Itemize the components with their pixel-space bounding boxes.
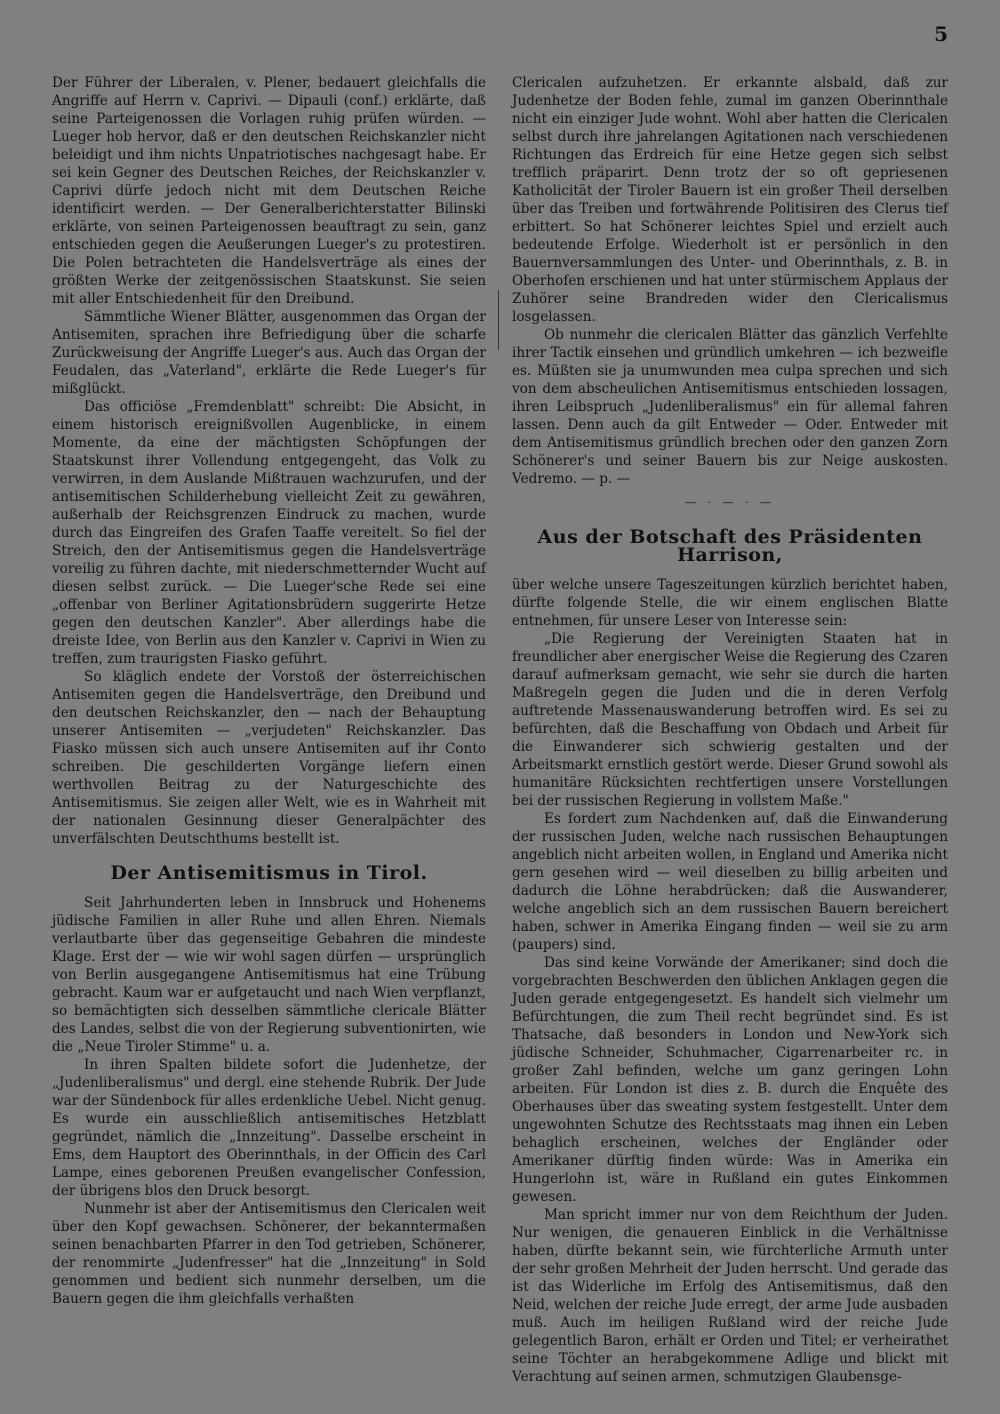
section-divider: — · — · — bbox=[685, 496, 775, 509]
right-column bbox=[512, 74, 948, 1386]
paragraph: So kläglich endete der Vorstoß der österreichischen Antisemiten gegen die Handelsverträge, den Dreibund und den deutschen Reichskanzler, den — nach der Behauptung unserer Antisemiten — „verjudeten" Reichskanzler. Das Fiasko müssen sich auch unsere Antisemiten auf ihr Conto schreiben. Die geschilderten Vorgänge liefern einen werthvollen Beitrag zu der Naturgeschichte des Antisemitismus. Sie zeigen aller Welt, wie es in Wahrheit mit der nationalen Gesinnung dieser Generalpächter des unverfälschten Deutschthums bestellt ist. bbox=[52, 669, 486, 847]
left-column bbox=[52, 74, 486, 1308]
column-rule bbox=[498, 290, 500, 350]
paragraph: Clericalen aufzuhetzen. Er erkannte alsbald, daß zur Judenhetze der Boden fehle, zumal im ganzen Oberinnthale nicht ein einziger Jude wohnt. Wohl aber hatten die Clericalen selbst durch ihre jahrelangen Agitationen nach verschiedenen Richtungen das Erdreich für eine Hetze gegen sich selbst trefflich präparirt. Denn trotz der so oft gepriesenen Katholicität der Tiroler Bauern ist ein großer Theil derselben über das Treiben und fortwährende Politisiren des Clerus tief erbittert. So hat Schönerer leichtes Spiel und erzielt auch bedeutende Erfolge. Wiederholt ist er persönlich in den Bauernversammlungen des Unter- und Oberinnthals, z. B. in Oberhofen erschienen und hat unter stürmischem Applaus der Zuhörer seine Brandreden wider den Clericalismus losgelassen. bbox=[512, 75, 948, 325]
paragraph: In ihren Spalten bildete sofort die Judenhetze, der „Judenliberalismus" und dergl. eine stehende Rubrik. Der Jude war der Sündenbock für alles erdenkliche Uebel. Nicht genug. Es wurde ein ausschließlich antisemitisches Hetzblatt gegründet, nämlich die „Innzeitung". Dasselbe erscheint in Ems, dem Hauptort des Oberinnthals, in der Officin des Carl Lampe, eines geborenen Preußen evangelischer Confession, der übrigens blos den Druck besorgt. bbox=[52, 1057, 486, 1199]
paragraph: Seit Jahrhunderten leben in Innsbruck und Hohenems jüdische Familien in aller Ruhe und allen Ehren. Niemals verlautbarte über das gegenseitige Gebahren die mindeste Klage. Erst der — wie wir wohl sagen dürfen — ursprünglich von Berlin ausgegangene Antisemitismus hat eine Trübung gebracht. Kaum war er aufgetaucht und nach Wien verpflanzt, so bemächtigten sich desselben sämmtliche clericale Blätter des Landes, selbst die von der Regierung subventionirten, wie die „Neue Tiroler Stimme" u. a. bbox=[52, 895, 486, 1055]
paragraph: Sämmtliche Wiener Blätter, ausgenommen das Organ der Antisemiten, sprachen ihre Befriedigung über die scharfe Zurückweisung der Angriffe Lueger's aus. Auch das Organ der Feudalen, das „Vaterland", erklärte die Rede Lueger's für mißglückt. bbox=[52, 309, 486, 397]
paragraph: Das sind keine Vorwände der Amerikaner; sind doch die vorgebrachten Beschwerden den üblichen Anklagen gegen die Juden gerade entgegengesetzt. Es handelt sich vielmehr um Befürchtungen, die zum Theil recht begründet sind. Es ist Thatsache, daß besonders in London und New-York sich jüdische Schneider, Schuhmacher, Cigarrenarbeiter rc. in großer Zahl befinden, welche um ganz geringen Lohn arbeiten. Für London ist dies z. B. durch die Enquête des Oberhauses über das sweating system festgestellt. Unter dem ungewohnten Schutze des Rechtsstaats mag ihnen ein Leben behaglich erscheinen, welches der Engländer oder Amerikaner dürftig finden würde: Was in Amerika ein Hungerlohn ist, wäre in Rußland ein gutes Einkommen gewesen. bbox=[512, 955, 948, 1205]
article-heading-harrison: Aus der Botschaft des Präsidenten Harrison, bbox=[537, 526, 923, 566]
quote-paragraph: „Die Regierung der Vereinigten Staaten hat in freundlicher aber energischer Weise die Regierung des Czaren darauf aufmerksam gemacht, wie sehr sie durch die harten Maßregeln gegen die Juden und die in deren Verfolg auftretende Massenauswanderung betroffen wird. Es sei zu befürchten, daß die Beschaffung von Obdach und Arbeit für die Einwanderer sich schwierig gestalten und der Arbeitsmarkt ernstlich gestört werde. Dieser Grund sowohl als humanitäre Rücksichten rechtfertigen unsere Vorstellungen bei der russischen Regierung in vollstem Maße." bbox=[512, 631, 948, 809]
paragraph: Der Führer der Liberalen, v. Plener, bedauert gleichfalls die Angriffe auf Herrn v. Caprivi. — Dipauli (conf.) erklärte, daß seine Parteigenossen die Vorlagen ruhig prüfen würden. — Lueger hob hervor, daß er den deutschen Reichskanzler nicht beleidigt und ihm nichts Unpatriotisches nachgesagt habe. Er sei kein Gegner des Deutschen Reiches, der Reichskanzler v. Caprivi dürfe jedoch nicht mit dem Deutschen Reiche identificirt werden. — Der Generalberichterstatter Bilinski erklärte, von seinen Parteigenossen beauftragt zu sein, ganz entschieden gegen die Aeußerungen Lueger's zu protestiren. Die Polen betrachteten die Handelsverträge als eines der größten Werke der zeitgenössischen Staatskunst. Sie seien mit aller Entschiedenheit für den Dreibund. bbox=[52, 75, 486, 307]
article-heading-tirol: Der Antisemitismus in Tirol. bbox=[110, 862, 428, 884]
paragraph: Es fordert zum Nachdenken auf, daß die Einwanderung der russischen Juden, welche nach russischen Behauptungen angeblich nicht arbeiten wollen, in England und Amerika nicht gern gesehen wird — weil dieselben zu billig arbeiten und dadurch die Löhne herabdrücken; daß die Auswanderer, welche angeblich sich an dem russischen Bauern bereichert haben, schwer in Amerika Eingang finden — weil sie zu arm (paupers) sind. bbox=[512, 811, 948, 953]
paragraph: Man spricht immer nur von dem Reichthum der Juden. Nur wenigen, die genaueren Einblick in die Verhältnisse haben, dürfte bekannt sein, wie fürchterliche Armuth unter der sehr großen Mehrheit der Juden herrscht. Und gerade das ist das Widerliche im Erfolg des Antisemitismus, daß den Neid, welchen der reiche Jude erregt, der arme Jude ausbaden muß. Auch im heiligen Rußland wird der reiche Jude gelegentlich Baron, erhält er Orden und Titel; er verheirathet seine Töchter an herabgekommene Adlige und blickt mit Verachtung auf seinen armen, schmutzigen Glaubensge- bbox=[512, 1207, 948, 1385]
paragraph: Nunmehr ist aber der Antisemitismus den Clericalen weit über den Kopf gewachsen. Schönerer, der bekanntermaßen seinen benachbarten Pfarrer in den Tod getrieben, Schönerer, der renommirte „Judenfresser" hat die „Innzeitung" in Sold genommen und bedient sich nunmehr derselben, um die Bauern gegen die ihm gleichfalls verhaßten bbox=[52, 1201, 486, 1307]
paragraph: Ob nunmehr die clericalen Blätter das gänzlich Verfehlte ihrer Tactik einsehen und gründlich umkehren — ich bezweifle es. Müßten sie ja unumwunden mea culpa sprechen und sich von dem abscheulichen Antisemitismus entschieden lossagen, ihren Leibspruch „Judenliberalismus" ein für allemal fahren lassen. Denn auch da gilt Entweder — Oder. Entweder mit dem Antisemitismus gründlich brechen oder den ganzen Zorn Schönerer's und seiner Bauern bis zur Neige auskosten. Vedremo. — p. — bbox=[512, 327, 948, 487]
page-number: 5 bbox=[934, 22, 948, 46]
paragraph: über welche unsere Tageszeitungen kürzlich berichtet haben, dürfte folgende Stelle, die wir einem englischen Blatte entnehmen, für unsere Leser von Interesse sein: bbox=[512, 577, 948, 629]
paragraph: Das officiöse „Fremdenblatt" schreibt: Die Absicht, in einem historisch ereignißvollen Augenblicke, in einem Momente, da eine der mächtigsten Schöpfungen der Staatskunst ihrer Vollendung entgegengeht, das Volk zu verwirren, in dem Auslande Mißtrauen wachzurufen, und der antisemitischen Schilderhebung vielleicht Zeit zu gewähren, außerhalb der Reichsgrenzen Eindruck zu machen, wurde durch das Eingreifen des Grafen Taaffe vereitelt. So fiel der Streich, den der Antisemitismus gegen die Handelsverträge voreilig zu führen dachte, mit niederschmetternder Wucht auf diesen selbst zurück. — Die Lueger'sche Rede sei eine „offenbar von Berliner Agitationsbrüdern suggerirte Hetze gegen den deutschen Kanzler". Aber allerdings habe die dreiste Idee, von Berlin aus den Kanzler v. Caprivi in Wien zu treffen, zum traurigsten Fiasko geführt. bbox=[52, 399, 486, 667]
